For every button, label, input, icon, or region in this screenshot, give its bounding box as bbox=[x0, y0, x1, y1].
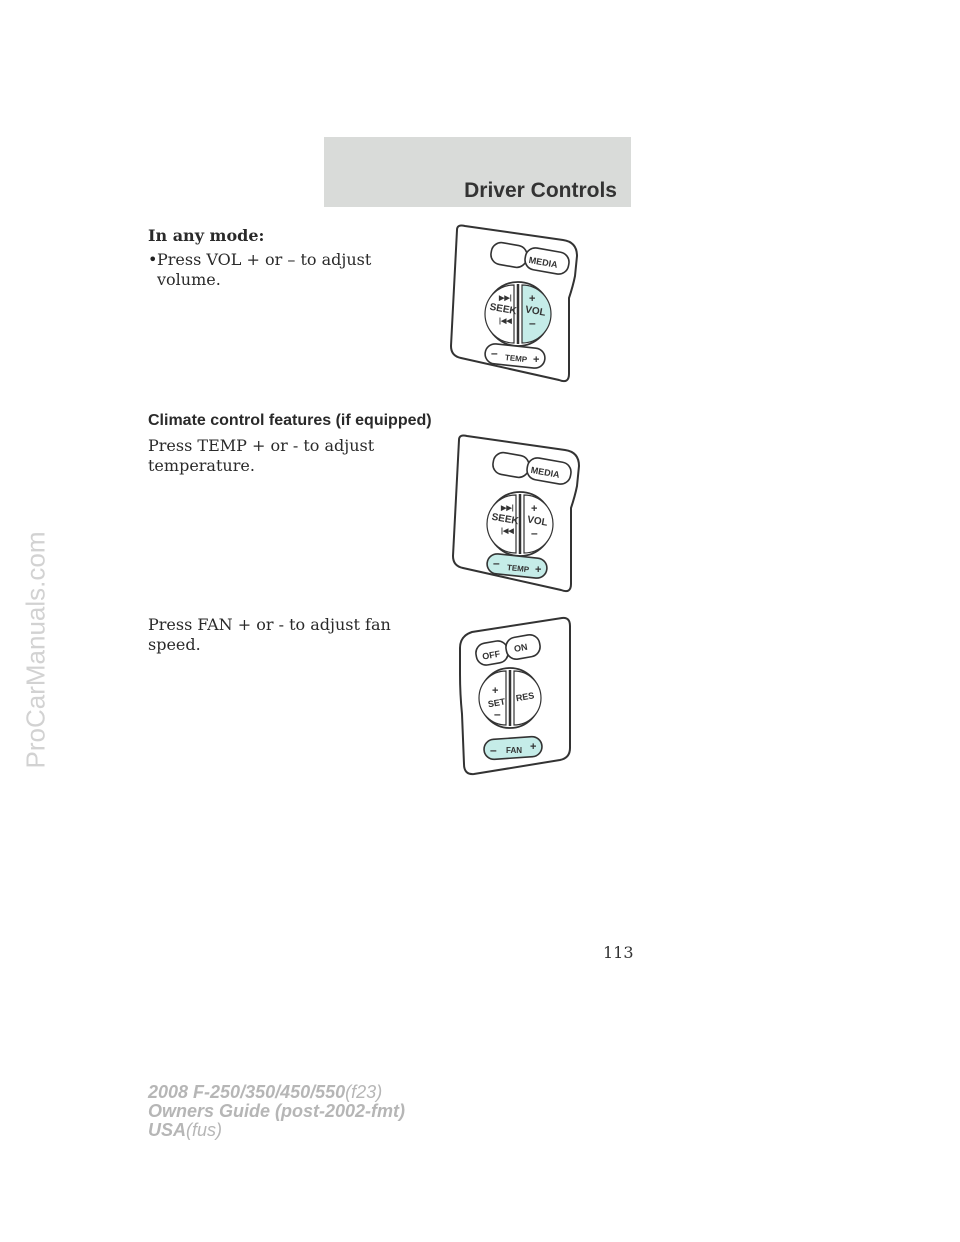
fan-text-line1: Press FAN + or - to adjust fan bbox=[148, 615, 391, 634]
svg-text:▶▶|: ▶▶| bbox=[501, 505, 514, 512]
footer-guide: Owners Guide (post-2002-fmt) bbox=[148, 1101, 406, 1121]
on-label: ON bbox=[513, 641, 529, 654]
off-label: OFF bbox=[481, 648, 501, 662]
vol-minus: – bbox=[531, 526, 538, 540]
footer-market-code: (fus) bbox=[186, 1120, 223, 1140]
svg-text:|◀◀: |◀◀ bbox=[499, 318, 512, 325]
fan-plus: + bbox=[530, 741, 537, 753]
footer-model-code: (f23) bbox=[345, 1082, 383, 1102]
svg-text:|◀◀: |◀◀ bbox=[501, 528, 514, 535]
steering-audio-panel-temp bbox=[447, 432, 587, 596]
temp-label: TEMP bbox=[504, 352, 528, 365]
header-band bbox=[324, 137, 631, 207]
temp-plus: + bbox=[533, 354, 540, 366]
vol-label: VOL bbox=[524, 304, 547, 319]
seek-label: SEEK bbox=[488, 301, 518, 318]
vol-label: VOL bbox=[526, 514, 549, 529]
footer-market: USA bbox=[148, 1120, 187, 1140]
set-plus: + bbox=[492, 685, 499, 697]
watermark-text: ProCarManuals.com bbox=[20, 531, 51, 769]
svg-text:▶▶|: ▶▶| bbox=[499, 295, 512, 302]
climate-heading: Climate control features (if equipped) bbox=[148, 412, 432, 429]
vol-plus: + bbox=[529, 293, 536, 305]
res-label: RES bbox=[515, 690, 536, 704]
footer-model: 2008 F-250/350/450/550 bbox=[148, 1082, 346, 1102]
mode-heading: In any mode: bbox=[148, 226, 265, 245]
bullet-text-line2: volume. bbox=[157, 270, 221, 289]
temp-label: TEMP bbox=[506, 562, 530, 575]
bullet-marker: • bbox=[148, 250, 158, 269]
media-label: MEDIA bbox=[530, 464, 561, 480]
page-number: 113 bbox=[603, 943, 634, 962]
steering-climate-panel-fan bbox=[454, 614, 574, 778]
vol-plus: + bbox=[531, 503, 538, 515]
steering-audio-panel-vol bbox=[445, 222, 585, 386]
temp-minus: – bbox=[493, 556, 500, 570]
vol-minus: – bbox=[529, 316, 536, 330]
temp-text-line1: Press TEMP + or - to adjust bbox=[148, 436, 375, 455]
section-title: Driver Controls bbox=[464, 179, 617, 202]
fan-minus: – bbox=[490, 743, 497, 757]
watermark bbox=[6, 470, 66, 830]
temp-text-line2: temperature. bbox=[148, 456, 255, 475]
fan-text-line2: speed. bbox=[148, 635, 201, 654]
media-label: MEDIA bbox=[528, 254, 559, 270]
set-minus: – bbox=[494, 707, 501, 721]
seek-label: SEEK bbox=[490, 511, 520, 528]
document-footer bbox=[148, 1083, 405, 1140]
fan-label: FAN bbox=[506, 746, 522, 755]
temp-minus: – bbox=[491, 346, 498, 360]
set-label: SET bbox=[487, 696, 507, 710]
bullet-text-line1: Press VOL + or – to adjust bbox=[157, 250, 372, 269]
temp-plus: + bbox=[535, 564, 542, 576]
